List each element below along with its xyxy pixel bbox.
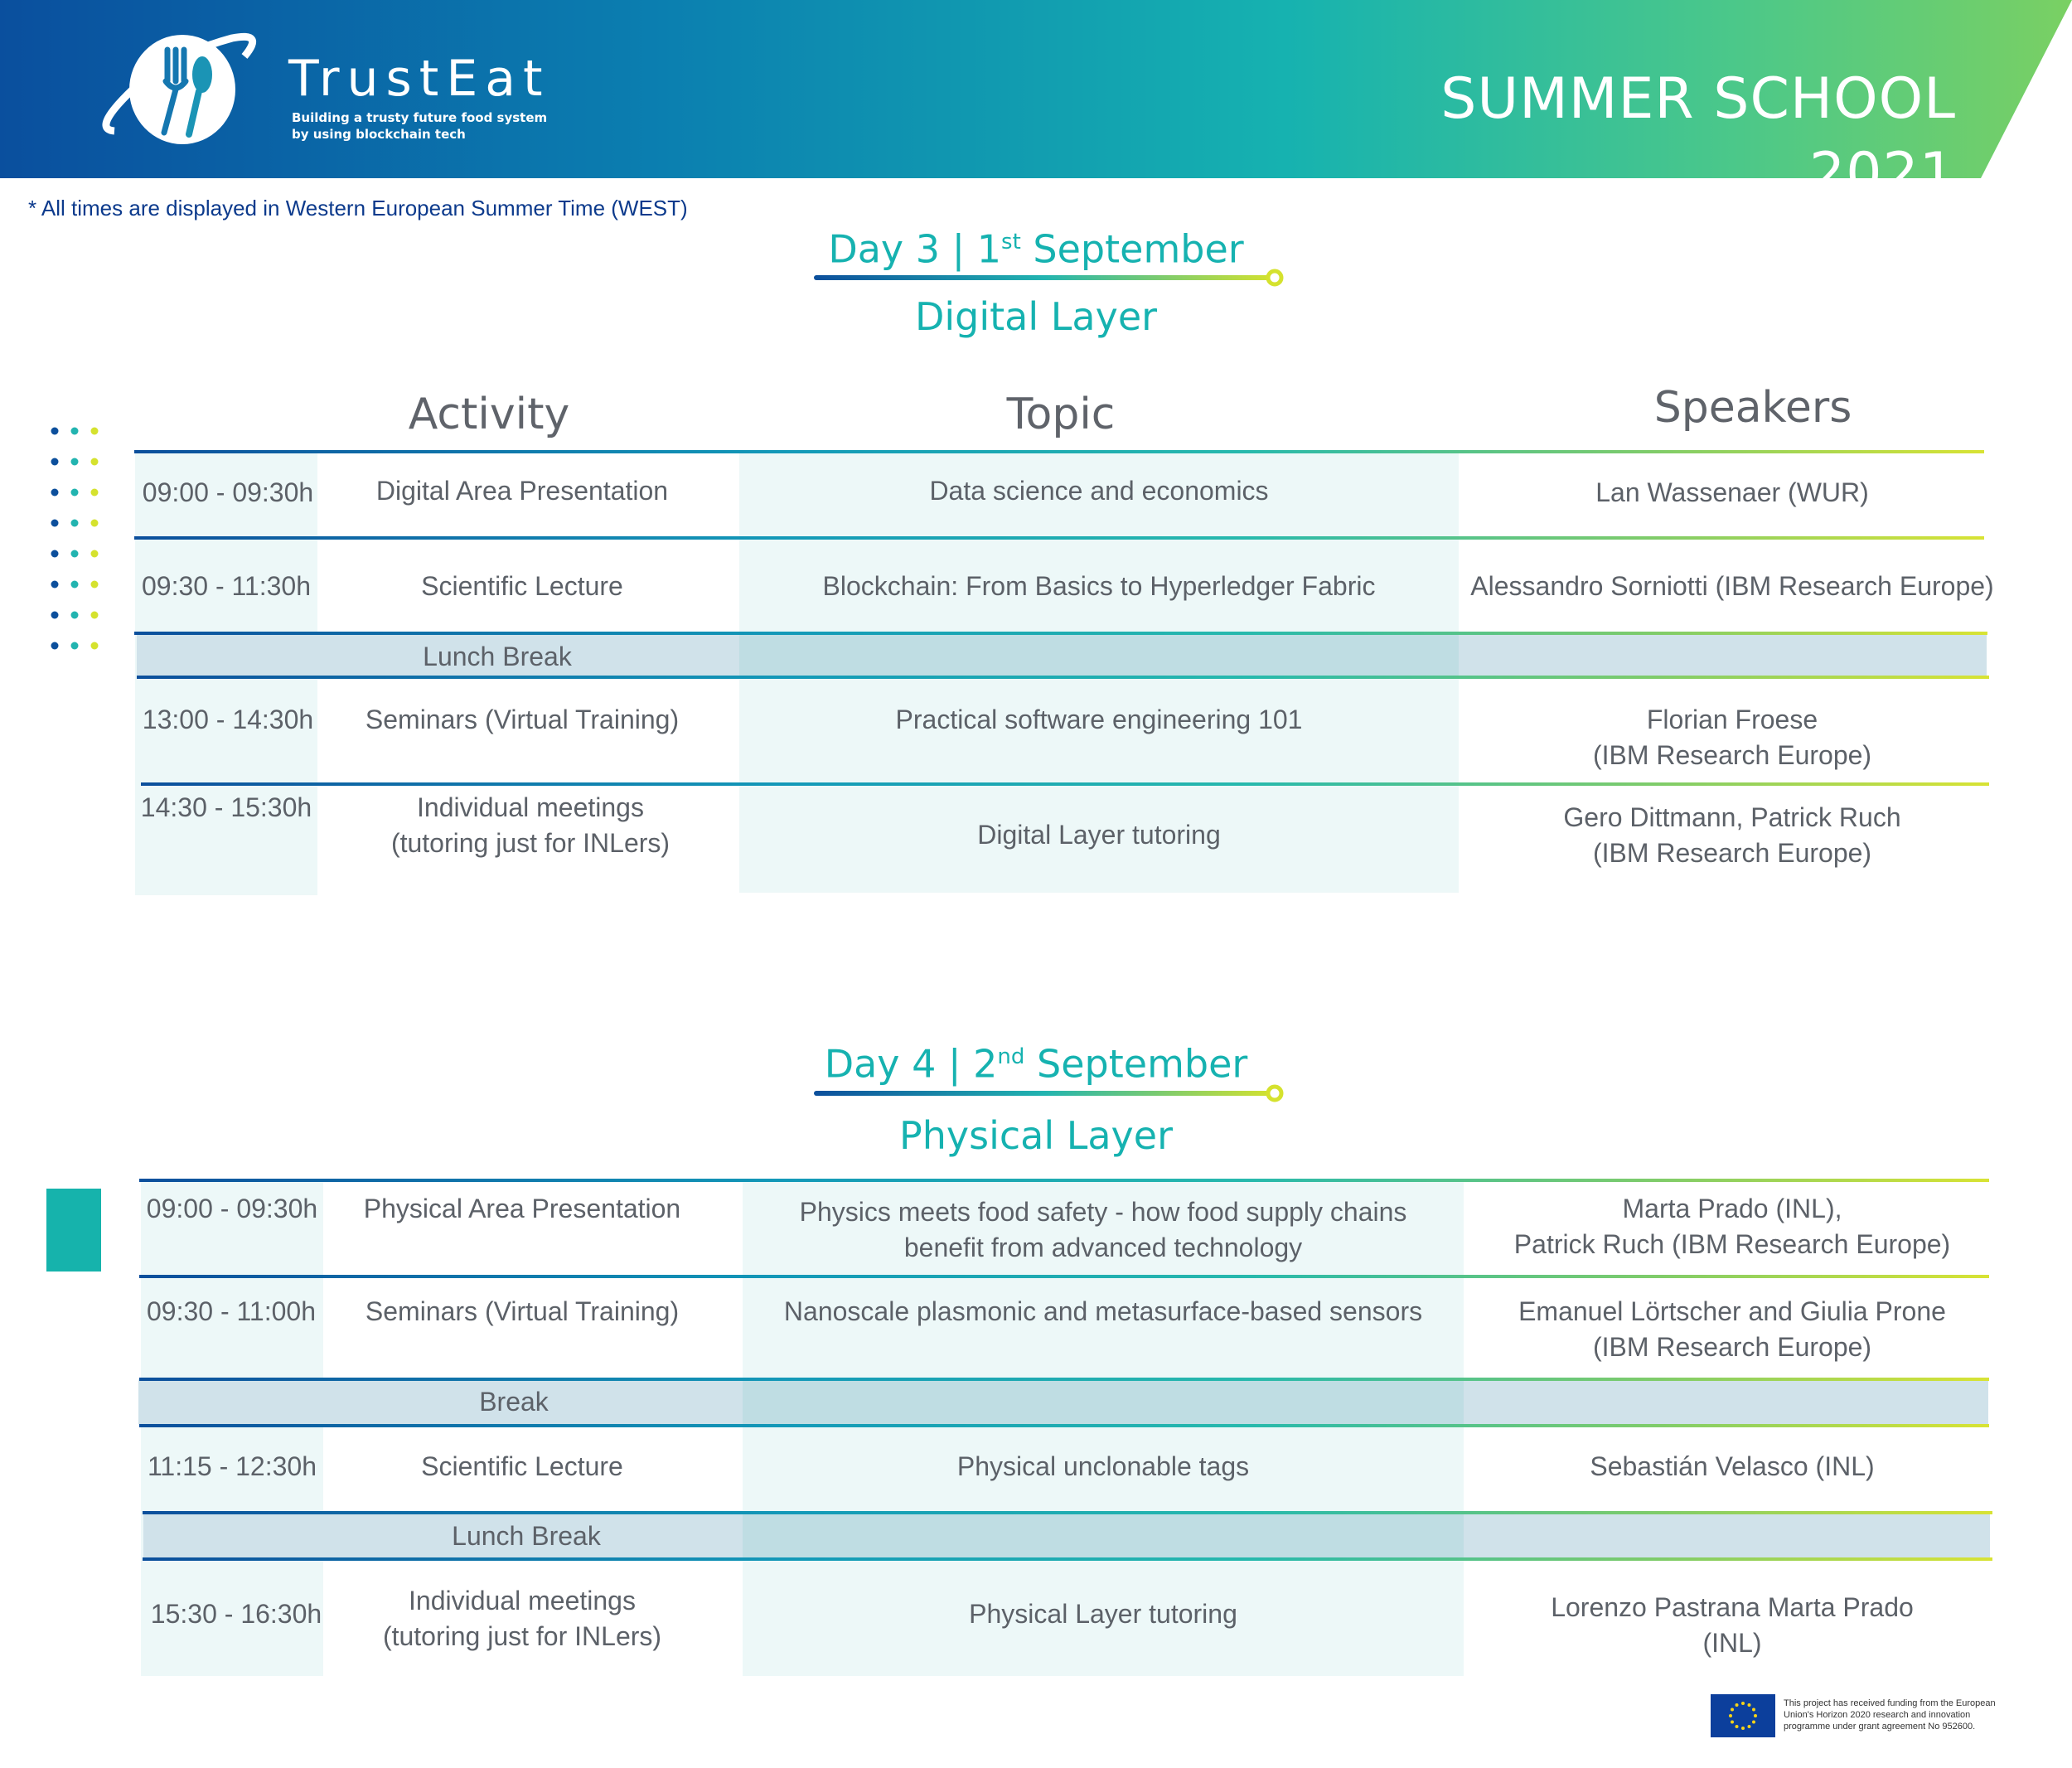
- topic-cell: Blockchain: From Basics to Hyperledger Fabric: [822, 571, 1376, 601]
- eu-funding-line: programme under grant agreement No 952600.: [1784, 1722, 1976, 1732]
- speakers-cell: [1459, 1590, 2006, 1661]
- break-label: Break: [479, 1387, 549, 1417]
- column-heading-speakers: Speakers: [1653, 383, 1852, 433]
- break-band-topic: [743, 1514, 1464, 1558]
- speakers-line: (IBM Research Europe): [1592, 838, 1872, 868]
- dot-grid-icon: [48, 424, 103, 660]
- topic-cell: Practical software engineering 101: [895, 705, 1303, 734]
- eu-flag-icon: [1711, 1694, 1775, 1737]
- row-divider: [134, 450, 1984, 453]
- day3-title: [704, 217, 1368, 274]
- column-heading-activity: Activity: [408, 390, 570, 439]
- teal-square-decoration: [46, 1189, 101, 1272]
- eu-funding-line: This project has received funding from the European: [1784, 1698, 1996, 1708]
- day3-layer-title: Digital Layer: [914, 294, 1158, 339]
- time-cell: 09:30 - 11:00h: [146, 1296, 316, 1326]
- speakers-cell: Lan Wassenaer (WUR): [1595, 477, 1869, 507]
- time-cell: 09:00 - 09:30h: [142, 477, 314, 507]
- time-cell: 09:30 - 11:30h: [141, 571, 311, 601]
- row-divider: [139, 1275, 1989, 1278]
- speakers-line: (IBM Research Europe): [1592, 1332, 1872, 1362]
- eu-funding-note: [1784, 1698, 2032, 1732]
- summer-school-title: SUMMER SCHOOL 2021: [1440, 66, 1956, 206]
- row-divider: [139, 1424, 1989, 1427]
- day3-title-month: September: [1020, 226, 1244, 272]
- activity-line: Individual meetings: [409, 1586, 636, 1615]
- speakers-line: Gero Dittmann, Patrick Ruch: [1563, 802, 1901, 832]
- day4-title-main: Day 4 | 2: [824, 1041, 998, 1087]
- speakers-cell: [1459, 1294, 2006, 1365]
- day4-title: [704, 1032, 1368, 1088]
- topic-line: Physics meets food safety - how food supply chains: [799, 1197, 1407, 1227]
- day4-title-month: September: [1024, 1041, 1248, 1087]
- row-divider: [143, 1557, 1992, 1561]
- time-cell: 11:15 - 12:30h: [147, 1451, 317, 1481]
- topic-cell: Nanoscale plasmonic and metasurface-based sensors: [783, 1296, 1423, 1326]
- topic-cell: [743, 1194, 1464, 1266]
- row-divider: [134, 536, 1984, 540]
- brand-name: TrustEat: [288, 50, 550, 108]
- speakers-cell: [1463, 800, 2002, 871]
- activity-cell: Physical Area Presentation: [363, 1194, 681, 1223]
- topic-cell: Digital Layer tutoring: [977, 820, 1221, 850]
- activity-cell: Digital Area Presentation: [375, 476, 669, 506]
- topic-cell: Data science and economics: [929, 476, 1269, 506]
- trusteat-logo-icon: [99, 31, 265, 148]
- speakers-line: Marta Prado (INL),: [1622, 1194, 1842, 1223]
- speakers-line: (IBM Research Europe): [1592, 740, 1872, 770]
- day4-layer-title: Physical Layer: [899, 1113, 1173, 1158]
- tagline-line: by using blockchain tech: [292, 127, 466, 142]
- time-cell: 09:00 - 09:30h: [146, 1194, 318, 1223]
- speakers-line: (INL): [1702, 1628, 1762, 1658]
- day4-title-sup: nd: [997, 1044, 1025, 1069]
- row-divider: [139, 1378, 1989, 1381]
- speakers-line: Florian Froese: [1646, 705, 1818, 734]
- brand-tagline: [292, 109, 565, 143]
- row-divider: [141, 782, 1989, 786]
- row-divider: [134, 632, 1987, 635]
- activity-cell: [332, 1583, 713, 1654]
- speakers-line: Lorenzo Pastrana Marta Prado: [1551, 1592, 1914, 1622]
- break-label: Lunch Break: [423, 642, 572, 671]
- topic-cell: Physical unclonable tags: [956, 1451, 1250, 1481]
- day3-title-sup: st: [1001, 230, 1021, 254]
- topic-line: benefit from advanced technology: [903, 1233, 1303, 1262]
- title-underline-icon: [814, 1084, 1295, 1102]
- time-cell: 14:30 - 15:30h: [140, 792, 312, 822]
- title-underline-icon: [814, 269, 1295, 287]
- eu-funding-line: Union's Horizon 2020 research and innovation: [1784, 1710, 1971, 1720]
- timezone-note: * All times are displayed in Western European Summer Time (WEST): [28, 196, 688, 220]
- time-cell: 13:00 - 14:30h: [142, 705, 314, 734]
- topic-cell: Physical Layer tutoring: [969, 1599, 1237, 1629]
- activity-line: (tutoring just for INLers): [390, 828, 670, 858]
- activity-cell: Scientific Lecture: [421, 571, 623, 601]
- speakers-cell: [1459, 1191, 2006, 1262]
- column-heading-topic: Topic: [1006, 390, 1116, 439]
- break-band-topic: [743, 1379, 1464, 1424]
- activity-line: (tutoring just for INLers): [382, 1621, 662, 1651]
- speakers-cell: [1463, 702, 2002, 773]
- activity-line: Individual meetings: [417, 792, 644, 822]
- day3-title-main: Day 3 | 1: [828, 226, 1002, 272]
- speakers-cell: Sebastián Velasco (INL): [1590, 1451, 1875, 1481]
- speakers-line: Emanuel Lörtscher and Giulia Prone: [1518, 1296, 1946, 1326]
- activity-cell: Scientific Lecture: [421, 1451, 623, 1481]
- activity-cell: [332, 790, 729, 861]
- speakers-cell: Alessandro Sorniotti (IBM Research Europe): [1470, 571, 1994, 601]
- activity-cell: Seminars (Virtual Training): [365, 1296, 680, 1326]
- speakers-line: Patrick Ruch (IBM Research Europe): [1513, 1229, 1951, 1259]
- break-label: Lunch Break: [452, 1521, 601, 1551]
- row-divider: [139, 1179, 1989, 1182]
- activity-cell: Seminars (Virtual Training): [365, 705, 680, 734]
- break-band-topic: [739, 633, 1459, 676]
- time-cell: 15:30 - 16:30h: [150, 1599, 322, 1629]
- row-divider: [137, 676, 1989, 679]
- row-divider: [143, 1511, 1992, 1514]
- tagline-line: Building a trusty future food system: [292, 110, 548, 125]
